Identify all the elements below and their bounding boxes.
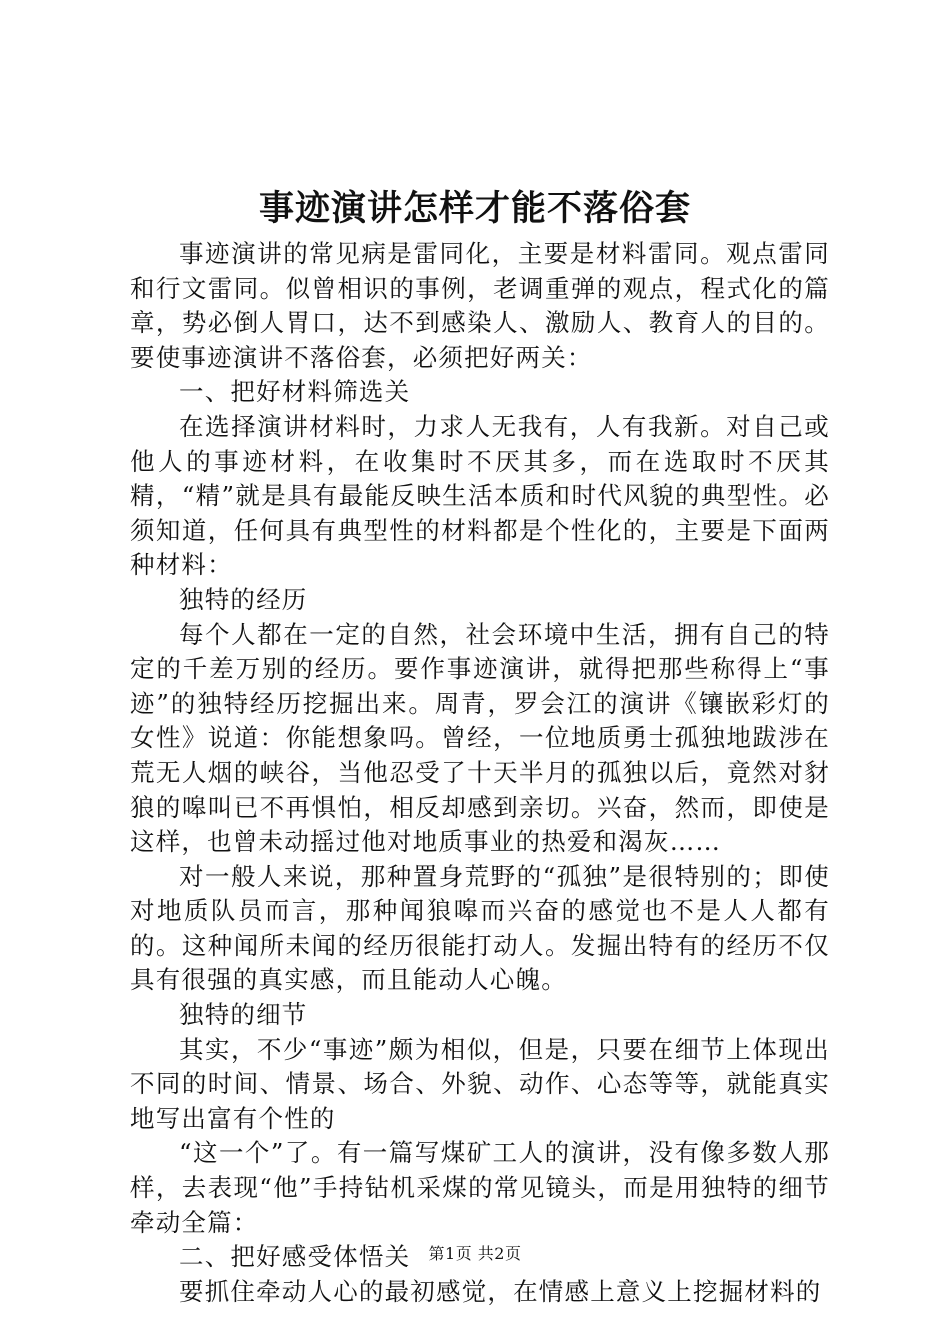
section-heading: 二、把好感受体悟关 xyxy=(179,1242,411,1272)
paragraph: 要抓住牵动人心的最初感觉，在情感上意义上挖掘材料的 xyxy=(179,1276,822,1306)
paragraph: “这一个”了。有一篇写煤矿工人的演讲，没有像多数人那样，去表现“他”手持钻机采煤的常见镜头，而是用独特的细节牵动全篇： xyxy=(130,1138,830,1237)
document-title: 事迹演讲怎样才能不落俗套 xyxy=(258,188,691,229)
subsection-heading: 独特的经历 xyxy=(179,584,308,614)
paragraph: 对一般人来说，那种置身荒野的“孤独”是很特别的；即使对地质队员而言，那种闻狼嗥而兴奋的感觉也不是人人都有的。这种闻所未闻的经历很能打动人。发掘出特有的经历不仅具有很强的真实感，而且能动人心魄。 xyxy=(130,861,830,995)
paragraph: 在选择演讲材料时，力求人无我有，人有我新。对自己或他人的事迹材料，在收集时不厌其多，而在选取时不厌其精，“精”就是具有最能反映生活本质和时代风貌的典型性。必须知道，任何具有典型性的材料都是个性化的，主要是下面两种材料： xyxy=(130,411,830,580)
page-footer: 第1页 共2页 xyxy=(428,1244,522,1263)
paragraph: 事迹演讲的常见病是雷同化，主要是材料雷同。观点雷同和行文雷同。似曾相识的事例，老调重弹的观点，程式化的篇章，势必倒人胃口，达不到感染人、激励人、教育人的目的。要使事迹演讲不落俗套，必须把好两关： xyxy=(130,239,830,372)
section-heading: 一、把好材料筛选关 xyxy=(179,377,411,407)
document-body xyxy=(130,237,830,1309)
paragraph: 其实，不少“事迹”颇为相似，但是，只要在细节上体现出不同的时间、情景、场合、外貌、动作、心态等等，就能真实地写出富有个性的 xyxy=(130,1034,830,1133)
subsection-heading: 独特的细节 xyxy=(179,1000,308,1030)
paragraph: 每个人都在一定的自然，社会环境中生活，拥有自己的特定的千差万别的经历。要作事迹演讲，就得把那些称得上“事迹”的独特经历挖掘出来。周青，罗会江的演讲《镶嵌彩灯的女性》说道：你能想象吗。曾经，一位地质勇士孤独地跋涉在荒无人烟的峡谷，当他忍受了十天半月的孤独以后，竟然对豺狼的嗥叫已不再惧怕，相反却感到亲切。兴奋，然而，即使是这样，也曾未动摇过他对地质事业的热爱和渴灰…… xyxy=(130,619,830,857)
